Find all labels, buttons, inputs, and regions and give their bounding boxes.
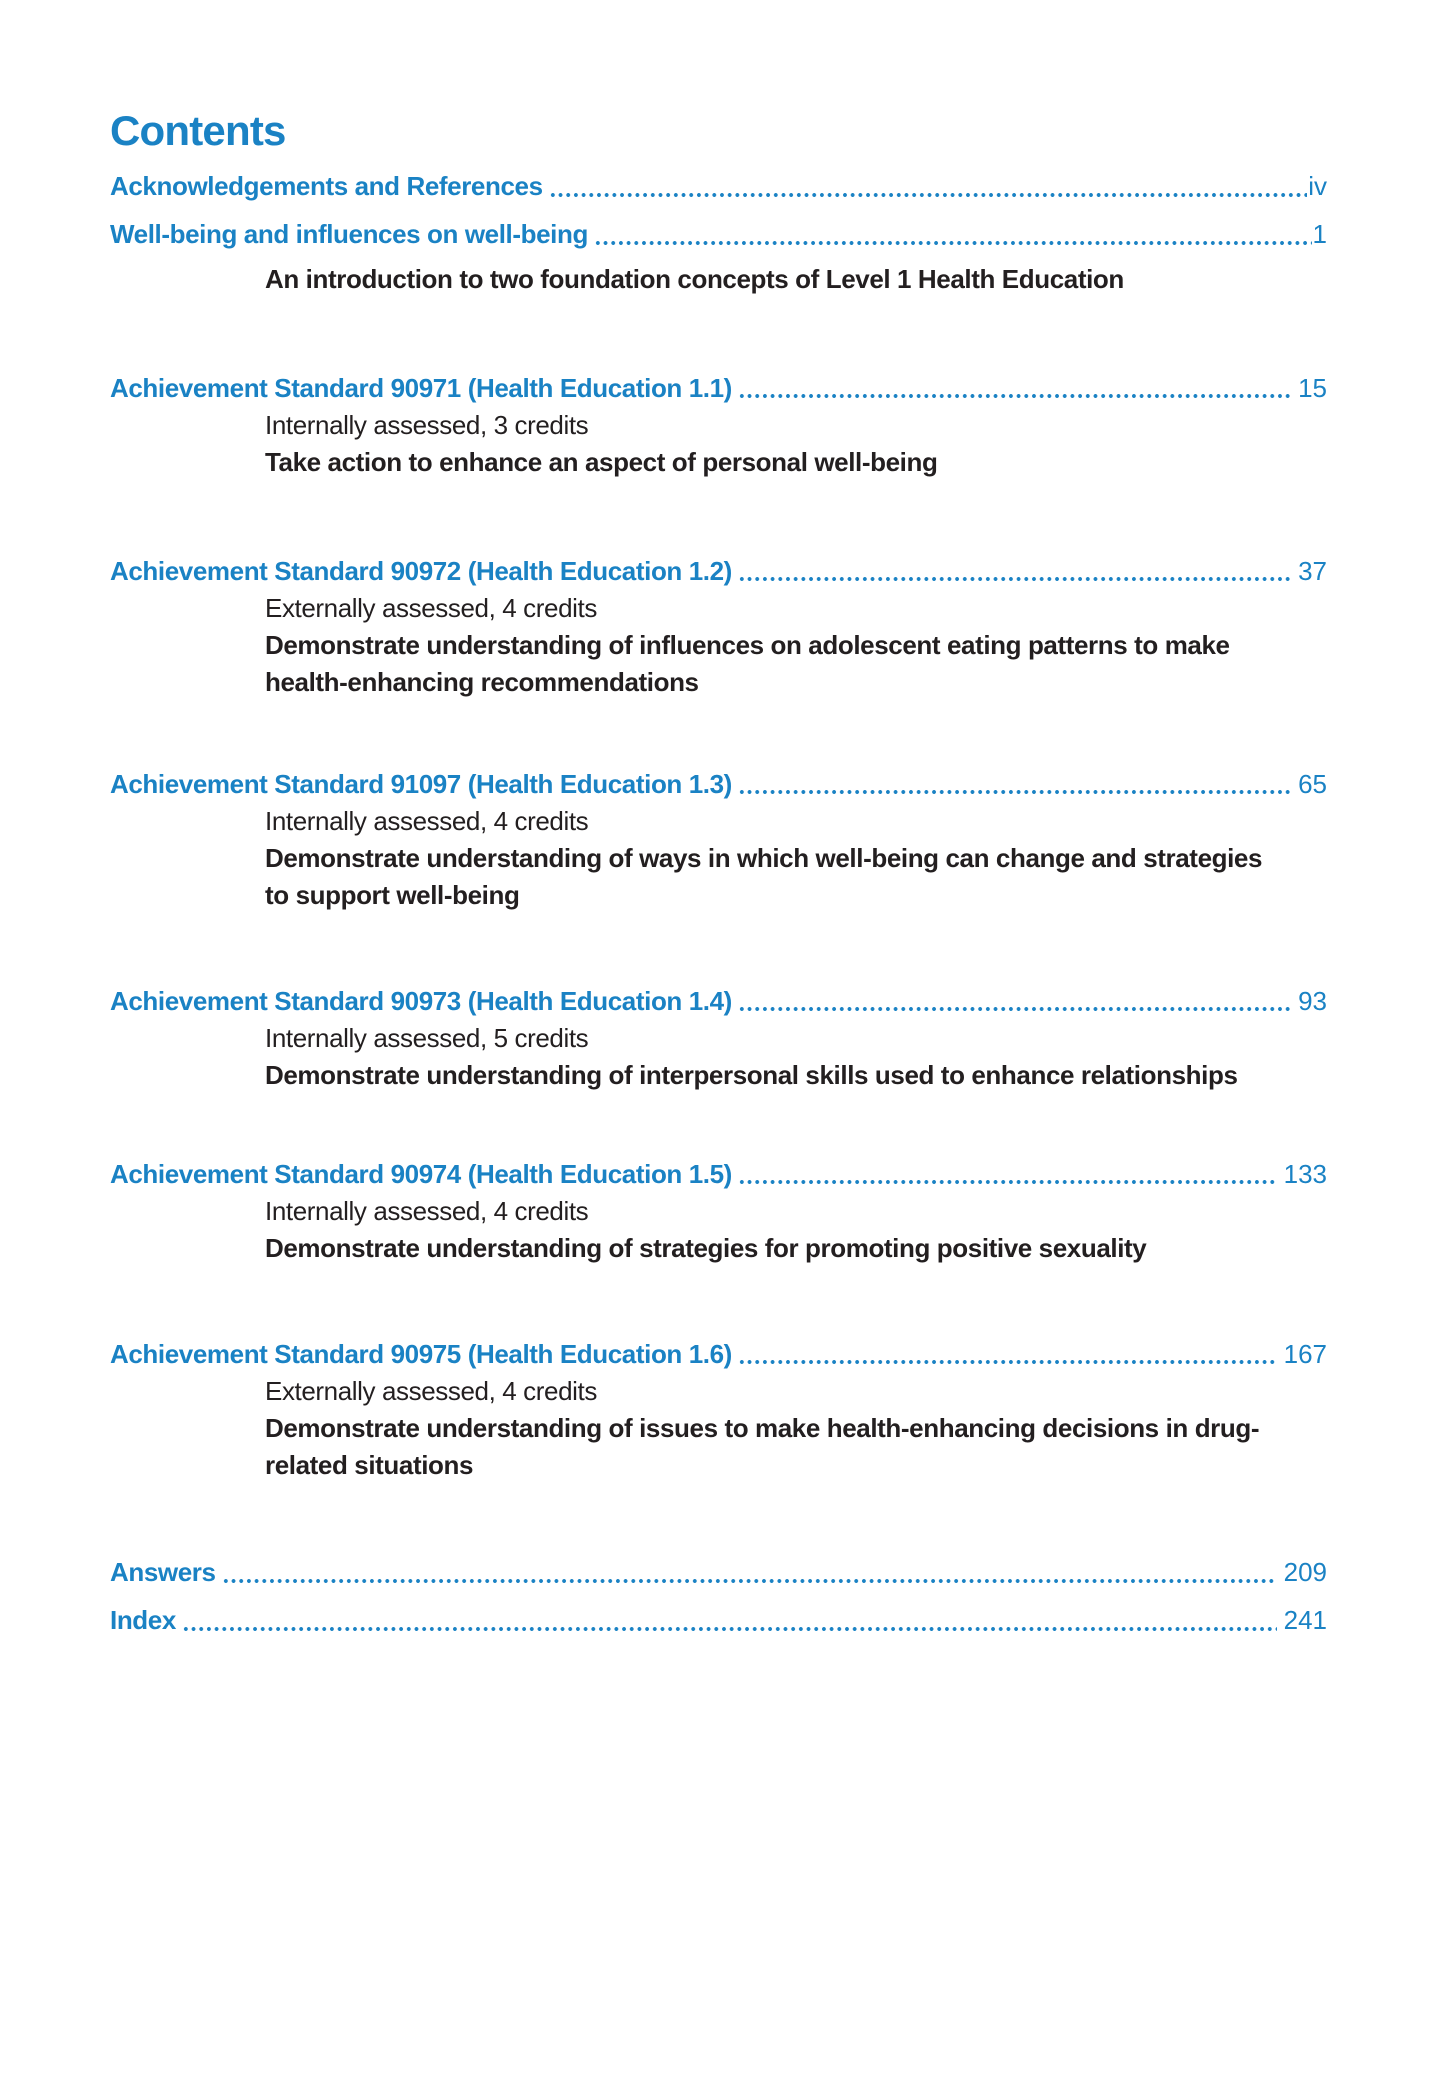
standard-description: Take action to enhance an aspect of personal well-being bbox=[265, 447, 938, 477]
toc-page-number: 65 bbox=[1298, 769, 1327, 799]
dotted-leader bbox=[738, 1156, 1277, 1193]
toc-page-number: 93 bbox=[1298, 986, 1327, 1016]
standard-description: Demonstrate understanding of interpersonal skills used to enhance relationships bbox=[265, 1060, 1238, 1090]
standard-title: Achievement Standard 90971 (Health Education 1.1) bbox=[110, 373, 732, 403]
standard-description: health-enhancing recommendations bbox=[265, 667, 699, 697]
toc-page-number: 133 bbox=[1283, 1159, 1327, 1189]
standard-description: related situations bbox=[265, 1450, 474, 1480]
standard-title: Achievement Standard 90974 (Health Education 1.5) bbox=[110, 1159, 732, 1189]
standard-title: Achievement Standard 90972 (Health Education 1.2) bbox=[110, 556, 732, 586]
dotted-leader bbox=[738, 983, 1291, 1020]
standard-title-row bbox=[110, 1156, 1327, 1193]
contents-page bbox=[0, 108, 1445, 2089]
standard-assessment: Internally assessed, 3 credits bbox=[265, 410, 589, 440]
standard-description: Demonstrate understanding of ways in which well-being can change and strategies bbox=[265, 843, 1263, 873]
toc-front-section bbox=[110, 162, 1327, 298]
standard-title-row bbox=[110, 370, 1327, 407]
standard-description: to support well-being bbox=[265, 880, 520, 910]
standard-assessment: Externally assessed, 4 credits bbox=[265, 593, 597, 623]
standard-block bbox=[110, 370, 1327, 481]
standard-title: Achievement Standard 90973 (Health Education 1.4) bbox=[110, 986, 732, 1016]
dotted-leader bbox=[738, 370, 1291, 407]
toc-entry bbox=[110, 1596, 1327, 1644]
toc-page-number: 37 bbox=[1298, 556, 1327, 586]
toc-page-number: iv bbox=[1308, 171, 1327, 201]
toc-entry bbox=[110, 210, 1327, 258]
dotted-leader bbox=[182, 1596, 1277, 1644]
standard-description: Demonstrate understanding of issues to make health-enhancing decisions in drug- bbox=[265, 1413, 1260, 1443]
standard-description: Demonstrate understanding of strategies for promoting positive sexuality bbox=[265, 1233, 1147, 1263]
toc-entry-label: Index bbox=[110, 1605, 176, 1635]
dotted-leader bbox=[549, 162, 1308, 210]
dotted-leader bbox=[222, 1548, 1277, 1596]
standard-assessment: Externally assessed, 4 credits bbox=[265, 1376, 597, 1406]
standard-block bbox=[110, 1156, 1327, 1267]
standard-block bbox=[110, 1336, 1327, 1484]
toc-page-number: 15 bbox=[1298, 373, 1327, 403]
toc-entry bbox=[110, 1548, 1327, 1596]
toc-entry-label: Acknowledgements and References bbox=[110, 171, 543, 201]
standard-block bbox=[110, 553, 1327, 701]
standard-title-row bbox=[110, 1336, 1327, 1373]
dotted-leader bbox=[594, 210, 1312, 258]
toc-page-number: 1 bbox=[1312, 219, 1327, 249]
standard-title: Achievement Standard 91097 (Health Education 1.3) bbox=[110, 769, 732, 799]
standard-assessment: Internally assessed, 4 credits bbox=[265, 806, 589, 836]
toc-entry-label: Well-being and influences on well-being bbox=[110, 219, 588, 249]
standard-block bbox=[110, 983, 1327, 1094]
standard-title-row bbox=[110, 983, 1327, 1020]
standard-title-row bbox=[110, 766, 1327, 803]
standard-assessment: Internally assessed, 5 credits bbox=[265, 1023, 589, 1053]
toc-entry-label: Answers bbox=[110, 1557, 216, 1587]
toc-entry bbox=[110, 162, 1327, 210]
standard-description: Demonstrate understanding of influences on adolescent eating patterns to make bbox=[265, 630, 1230, 660]
standard-title: Achievement Standard 90975 (Health Education 1.6) bbox=[110, 1339, 732, 1369]
standard-title-row bbox=[110, 553, 1327, 590]
dotted-leader bbox=[738, 766, 1291, 803]
toc-entry-subtitle: An introduction to two foundation concepts of Level 1 Health Education bbox=[265, 264, 1124, 294]
dotted-leader bbox=[738, 1336, 1277, 1373]
toc-back-section bbox=[110, 1548, 1327, 1644]
toc-page-number: 209 bbox=[1283, 1557, 1327, 1587]
page-title: Contents bbox=[110, 107, 286, 154]
dotted-leader bbox=[738, 553, 1291, 590]
toc-page-number: 241 bbox=[1283, 1605, 1327, 1635]
toc-page-number: 167 bbox=[1283, 1339, 1327, 1369]
standard-block bbox=[110, 766, 1327, 914]
standard-assessment: Internally assessed, 4 credits bbox=[265, 1196, 589, 1226]
